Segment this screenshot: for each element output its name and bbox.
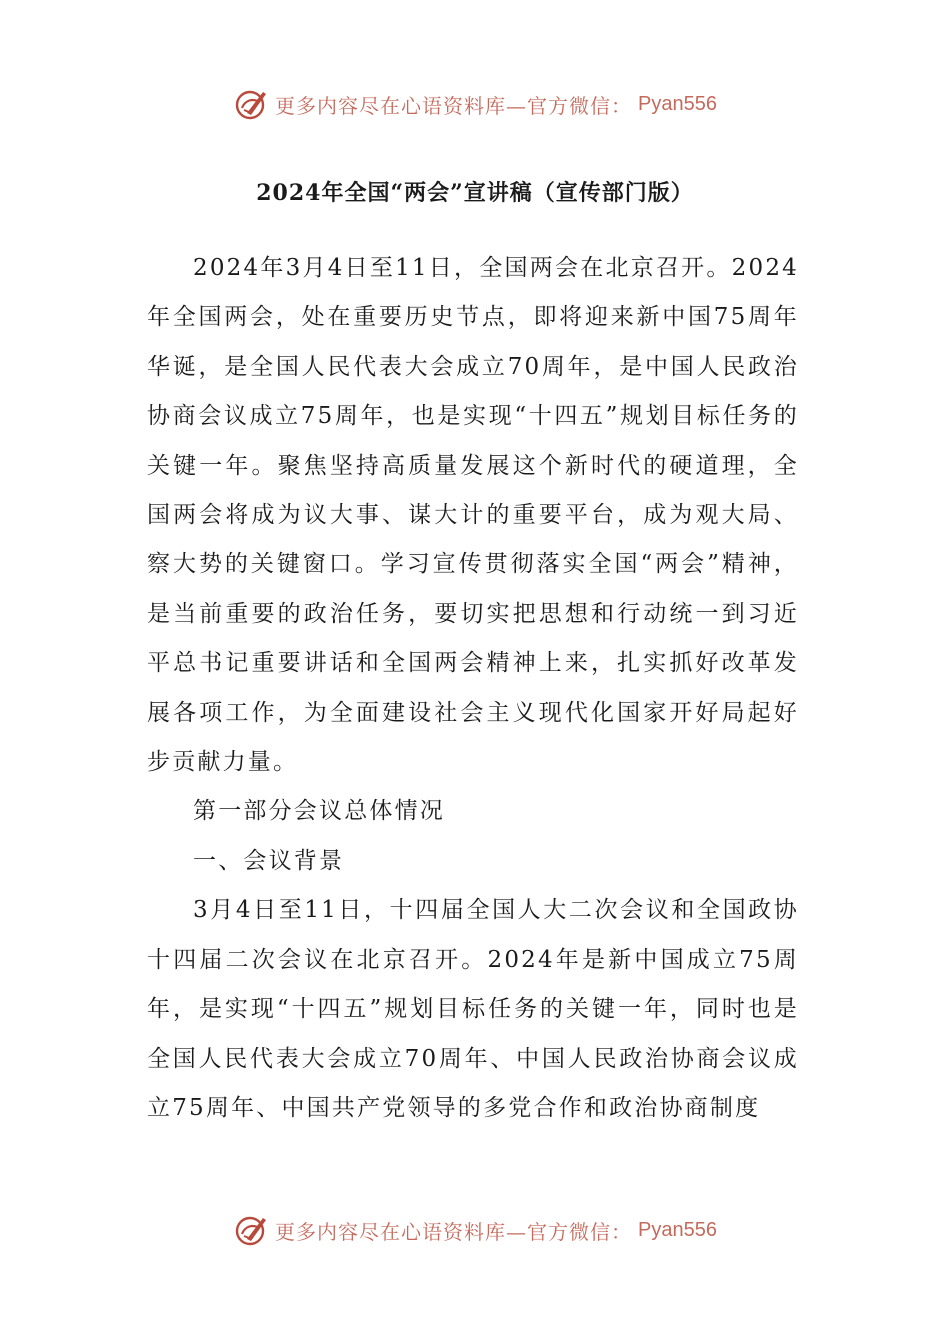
watermark-wechat-id: Pyan556: [638, 92, 717, 115]
paragraph-background: 3月4日至11日，十四届全国人大二次会议和全国政协十四届二次会议在北京召开。2024年是新中国成立75周年，是实现“十四五”规划目标任务的关键一年，同时也是全国人民代表大会成立70周年、中国人民政治协商会议成立75周年、中国共产党领导的多党合作和政治协商制度: [147, 897, 799, 1121]
watermark-wechat-id: Pyan556: [638, 1218, 717, 1241]
header-watermark: [0, 82, 950, 126]
section-heading-part-one: 第一部分会议总体情况: [193, 798, 445, 825]
watermark-text: 更多内容尽在心语资料库—官方微信：: [275, 1219, 633, 1244]
paragraph-intro: 2024年3月4日至11日，全国两会在北京召开。2024年全国两会，处在重要历史节点，即将迎来新中国75周年华诞，是全国人民代表大会成立70周年，是中国人民政治协商会议成立75周年，也是实现“十四五”规划目标任务的关键一年。聚焦坚持高质量发展这个新时代的硬道理，全国两会将成为议大事、谋大计的重要平台，成为观大局、察大势的关键窗口。学习宣传贯彻落实全国“两会”精神，是当前重要的政治任务，要切实把思想和行动统一到习近平总书记重要讲话和全国两会精神上来，扎实抓好改革发展各项工作，为全面建设社会主义现代化国家开好局起好步贡献力量。: [147, 255, 799, 776]
document-body: [147, 244, 799, 1133]
subsection-heading-background: 一、会议背景: [193, 847, 345, 874]
footer-watermark: [0, 1208, 950, 1252]
pen-seal-logo-icon: [233, 86, 269, 122]
watermark-text: 更多内容尽在心语资料库—官方微信：: [275, 93, 633, 118]
pen-seal-logo-icon: [233, 1212, 269, 1248]
document-title: 2024年全国“两会”宣讲稿（宣传部门版）: [256, 180, 694, 206]
